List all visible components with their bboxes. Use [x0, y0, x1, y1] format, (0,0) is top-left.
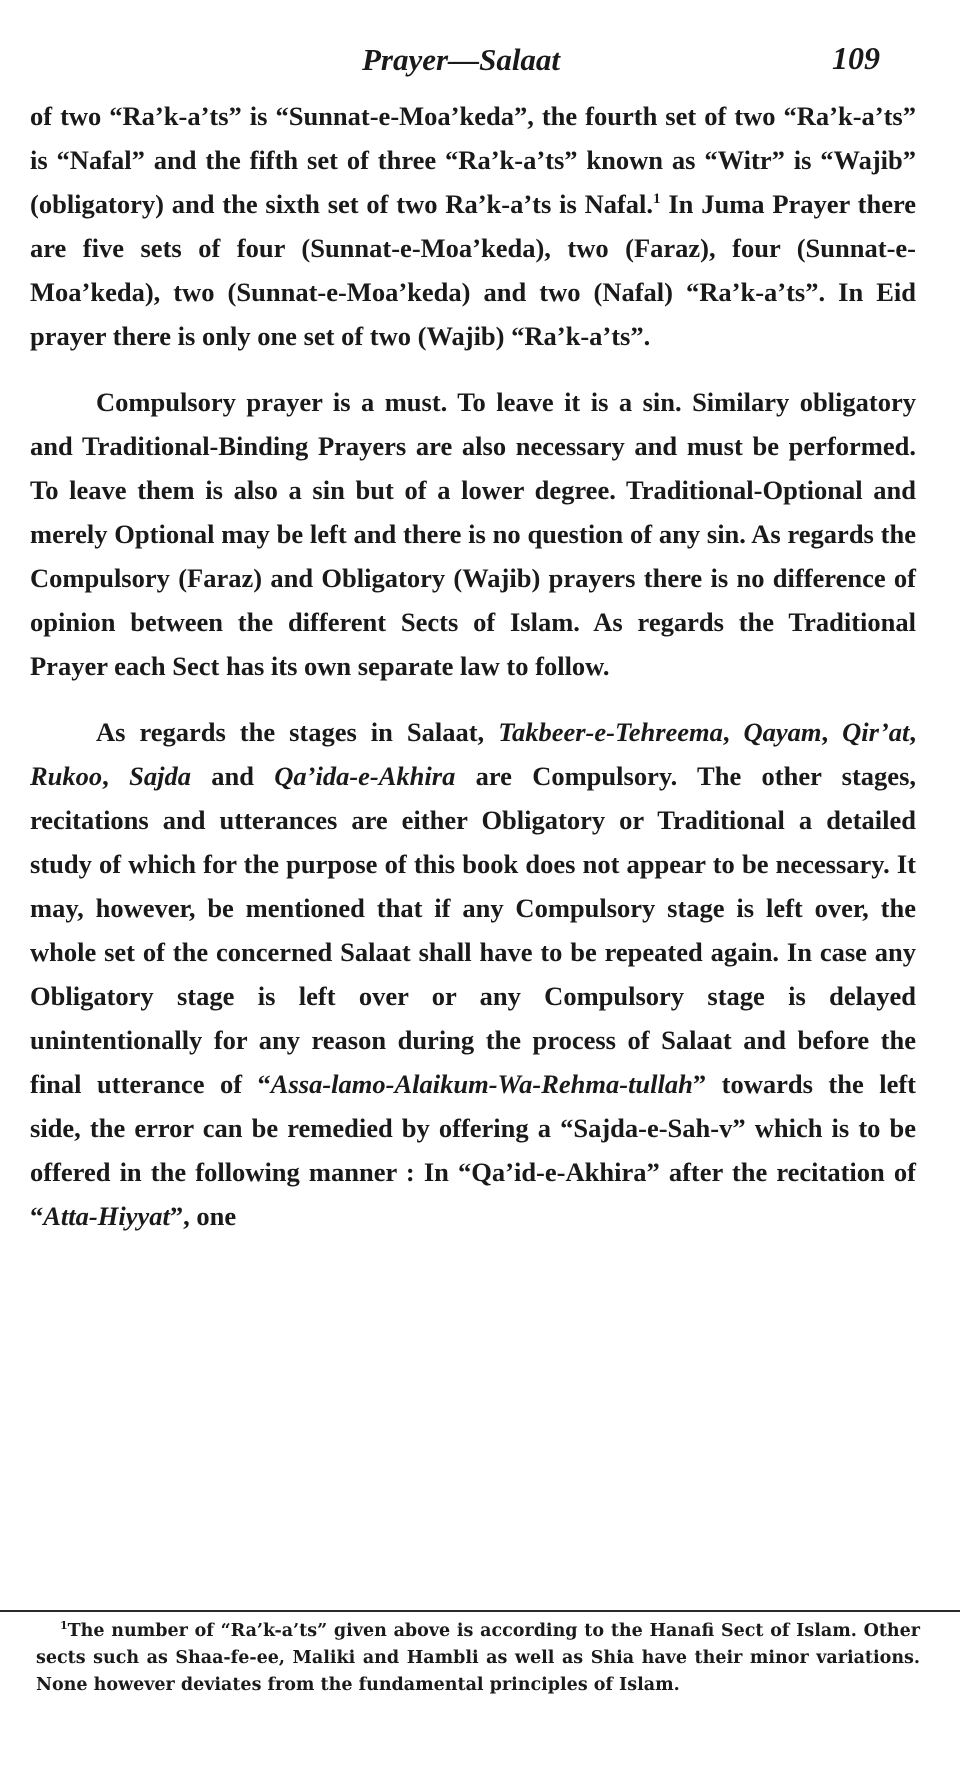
footnote-text: The number of “Ra’k-a’ts” given above is according to the Hanafi Sect of Islam. Other sects such as Shaa-fe-ee, Maliki and Hambli as well as Shia have their minor variations. None however deviates from the fundamental principles of Islam.: [36, 1621, 920, 1695]
paragraph-text: are Compulsory. The other stages, recitations and utterances are either Obligatory or Traditional a detailed study of which for the purpose of this book does not appear to be necessary. It may, however, be mentioned that if any Compulsory stage is left over, the whole set of the concerned Salaat shall have to be repeated again. In case any Obligatory stage is left over or any Compulsory stage is delayed unintentionally for any reason during the process of Salaat and before the final utterance of “: [30, 761, 917, 1099]
running-title: Prayer—Salaat: [362, 42, 561, 77]
term-italic: Sajda: [129, 761, 191, 791]
term-italic: Qir’at: [842, 717, 910, 747]
paragraph-text: ” towards the left side, the error can be remedied by offering a “Sajda-e-Sah-v” which is to be offered in the following manner : In “Qa’id-e-Akhira” after the recitation of “: [30, 1069, 916, 1231]
footnote: [36, 1618, 920, 1699]
term-italic: Assa-lamo-Alaikum-Wa-Rehma-tullah: [270, 1069, 693, 1099]
paragraph-continuation: [30, 94, 916, 358]
term-italic: Takbeer-e-Tehreema: [498, 717, 723, 747]
term-italic: Qa’ida-e-Akhira: [274, 761, 456, 791]
paragraph-text: ,: [821, 717, 843, 747]
paragraph-stages-of-salaat: [30, 710, 916, 1238]
page-header: [30, 34, 916, 94]
paragraph-compulsory-prayer: [30, 380, 916, 688]
paragraph-text: As regards the stages in Salaat,: [96, 717, 499, 747]
paragraph-text: ,: [909, 717, 917, 747]
page-number: 109: [832, 40, 880, 76]
paragraph-text: ,: [722, 717, 744, 747]
paragraph-text: In Juma Prayer there are five sets of four (Sunnat-e-Moa’keda), two (Faraz), four (Sunnat-e-Moa’keda), two (Sunnat-e-Moa’keda) and two (Nafal) “Ra’k-a’ts”. In Eid prayer there is only one set of two (Wajib) “Ra’k-a’ts”.: [30, 189, 916, 351]
paragraph-text: of two “Ra’k-a’ts” is “Sunnat-e-Moa’keda”, the fourth set of two “Ra’k-a’ts” is “Nafal” and the fifth set of three “Ra’k-a’ts” known as “Witr” is “Wajib” (obligatory) and the sixth set of two Ra’k-a’ts is Nafal.: [30, 101, 916, 219]
term-italic: Rukoo: [30, 761, 103, 791]
paragraph-text: ”, one: [169, 1201, 237, 1231]
term-italic: Atta-Hiyyat: [43, 1201, 170, 1231]
paragraph-text: Compulsory prayer is a must. To leave it is a sin. Similary obligatory and Traditional-Binding Prayers are also necessary and must be performed. To leave them is also a sin but of a lower degree. Traditional-Optional and merely Optional may be left and there is no question of any sin. As regards the Compulsory (Faraz) and Obligatory (Wajib) prayers there is no difference of opinion between the different Sects of Islam. As regards the Traditional Prayer each Sect has its own separate law to follow.: [30, 387, 916, 681]
footnote-mark: 1: [60, 1619, 68, 1633]
footnote-divider: [0, 1610, 960, 1612]
paragraph-text: and: [190, 761, 275, 791]
footnote-reference: 1: [653, 191, 661, 208]
paragraph-text: ,: [102, 761, 130, 791]
term-italic: Qayam: [743, 717, 822, 747]
